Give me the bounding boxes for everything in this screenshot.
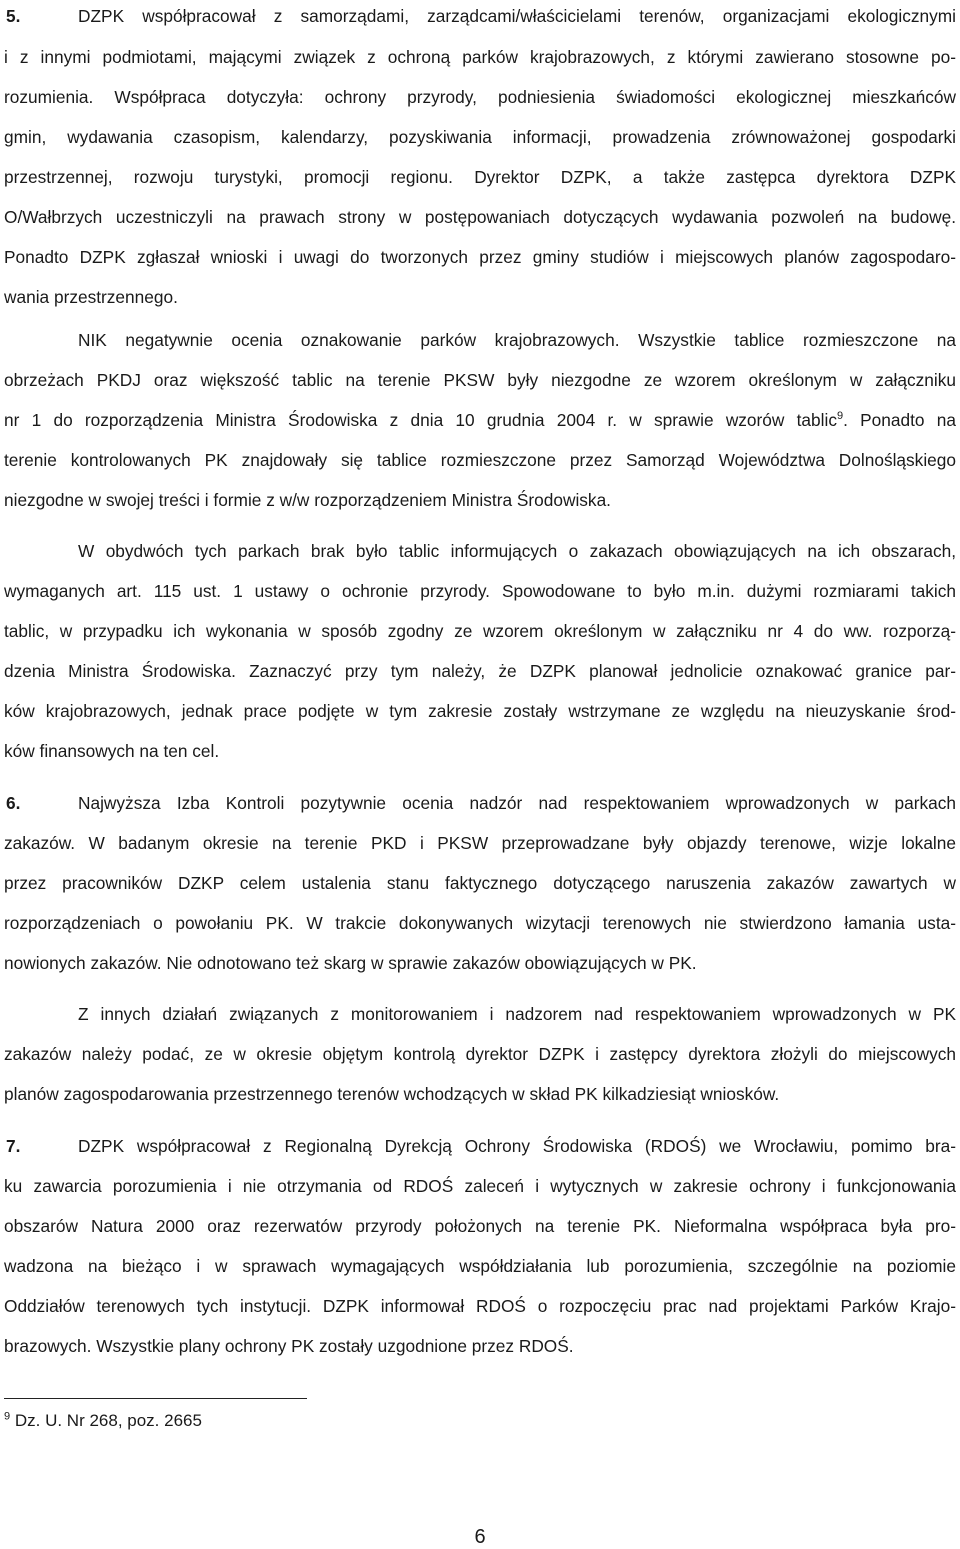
paragraph-line: Z innych działań związanych z monitorowaniem i nadzorem nad respektowaniem wprowadzonych w PK xyxy=(78,1004,956,1024)
paragraph-line: zakazów należy podać, ze w okresie objętym kontrolą dyrektor DZPK i zastępcy dyrektora złożyli do miejscowych xyxy=(4,1044,956,1064)
paragraph-line: dzenia Ministra Środowiska. Zaznaczyć przy tym należy, że DZPK planował jednolicie oznakować granice par- xyxy=(4,661,956,681)
paragraph-line: wania przestrzennego. xyxy=(4,287,178,307)
paragraph-line: Najwyższa Izba Kontroli pozytywnie ocenia nadzór nad respektowaniem wprowadzonych w parkach xyxy=(78,793,956,813)
paragraph-line: Ponadto DZPK zgłaszał wnioski i uwagi do tworzonych przez gminy studiów i miejscowych planów zagospodaro- xyxy=(4,247,956,267)
item-number: 7. xyxy=(6,1136,21,1156)
paragraph-line: DZPK współpracował z samorządami, zarządcami/właścicielami terenów, organizacjami ekologicznymi xyxy=(78,6,956,26)
paragraph-line: wymaganych art. 115 ust. 1 ustawy o ochronie przyrody. Spowodowane to było m.in. dużymi rozmiarami takich xyxy=(4,581,956,601)
paragraph-line: nr 1 do rozporządzenia Ministra Środowiska z dnia 10 grudnia 2004 r. w sprawie wzorów tablic$^9$. Ponadto na xyxy=(4,410,956,430)
paragraph-line: obrzeżach PKDJ oraz większość tablic na terenie PKSW były niezgodne ze wzorem określonym w załączniku xyxy=(4,370,956,390)
footnote-ref: 9 xyxy=(836,410,844,423)
paragraph-line: przez pracowników DZKP celem ustalenia stanu faktycznego dotyczącego naruszenia zakazów zawartych w xyxy=(4,873,956,893)
paragraph-line: zakazów. W badanym okresie na terenie PKD i PKSW przeprowadzane były objazdy terenowe, wizje lokalne xyxy=(4,833,956,853)
paragraph-line: wadzona na bieżąco i w sprawach wymagających współdziałania lub porozumienia, szczególnie na poziomie xyxy=(4,1256,956,1276)
paragraph-line: DZPK współpracował z Regionalną Dyrekcją Ochrony Środowiska (RDOŚ) we Wrocławiu, pomimo bra- xyxy=(78,1136,956,1156)
page-number: 6 xyxy=(474,1526,486,1548)
paragraph-line: rozporządzeniach o powołaniu PK. W trakcie dokonywanych wizytacji terenowych nie stwierdzono łamania usta- xyxy=(4,913,956,933)
footnote xyxy=(4,1411,202,1431)
paragraph-line: terenie kontrolowanych PK znajdowały się tablice rozmieszczone przez Samorząd Województwa Dolnośląskiego xyxy=(4,450,956,470)
paragraph-line: przestrzennej, rozwoju turystyki, promocji regionu. Dyrektor DZPK, a także zastępca dyrektora DZPK xyxy=(4,167,956,187)
paragraph-line: brazowych. Wszystkie plany ochrony PK zostały uzgodnione przez RDOŚ. xyxy=(4,1336,574,1356)
paragraph-line: ku zawarcia porozumienia i nie otrzymania od RDOŚ zaleceń i wytycznych w zakresie ochrony i funkcjonowania xyxy=(4,1176,956,1196)
paragraph-line: O/Wałbrzych uczestniczyli na prawach strony w postępowaniach dotyczących wydawania pozwoleń na budowę. xyxy=(4,207,956,227)
footnote-mark: 9 xyxy=(4,1410,11,1423)
paragraph-line: ków krajobrazowych, jednak prace podjęte w tym zakresie zostały wstrzymane ze względu na nieuzyskanie środ- xyxy=(4,701,956,721)
paragraph-line: gmin, wydawania czasopism, kalendarzy, pozyskiwania informacji, prowadzenia zrównoważonej gospodarki xyxy=(4,127,956,147)
footnote-separator xyxy=(4,1398,307,1399)
paragraph-line: Oddziałów terenowych tych instytucji. DZPK informował RDOŚ o rozpoczęciu prac nad projektami Parków Krajo- xyxy=(4,1296,956,1316)
paragraph-line: ków finansowych na ten cel. xyxy=(4,741,220,761)
footnote-text: Dz. U. Nr 268, poz. 2665 xyxy=(10,1411,202,1430)
paragraph-line: i z innymi podmiotami, mającymi związek z ochroną parków krajobrazowych, z którymi zawierano stosowne po- xyxy=(4,47,956,67)
paragraph-line: rozumienia. Współpraca dotyczyła: ochrony przyrody, podniesienia świadomości ekologicznej mieszkańców xyxy=(4,87,956,107)
paragraph-line: obszarów Natura 2000 oraz rezerwatów przyrody położonych na terenie PK. Nieformalna współpraca była pro- xyxy=(4,1216,956,1236)
paragraph-line: NIK negatywnie ocenia oznakowanie parków krajobrazowych. Wszystkie tablice rozmieszczone na xyxy=(78,330,956,350)
item-number: 5. xyxy=(6,6,21,26)
paragraph-line: planów zagospodarowania przestrzennego terenów wchodzących w skład PK kilkadziesiąt wniosków. xyxy=(4,1084,780,1104)
item-number: 6. xyxy=(6,793,21,813)
paragraph-line: W obydwóch tych parkach brak było tablic informujących o zakazach obowiązujących na ich obszarach, xyxy=(78,541,956,561)
paragraph-line: tablic, w przypadku ich wykonania w sposób zgodny ze wzorem określonym w załączniku nr 4 do ww. rozporzą- xyxy=(4,621,956,641)
paragraph-line: niezgodne w swojej treści i formie z w/w rozporządzeniem Ministra Środowiska. xyxy=(4,490,611,510)
paragraph-line: nowionych zakazów. Nie odnotowano też skarg w sprawie zakazów obowiązujących w PK. xyxy=(4,953,697,973)
